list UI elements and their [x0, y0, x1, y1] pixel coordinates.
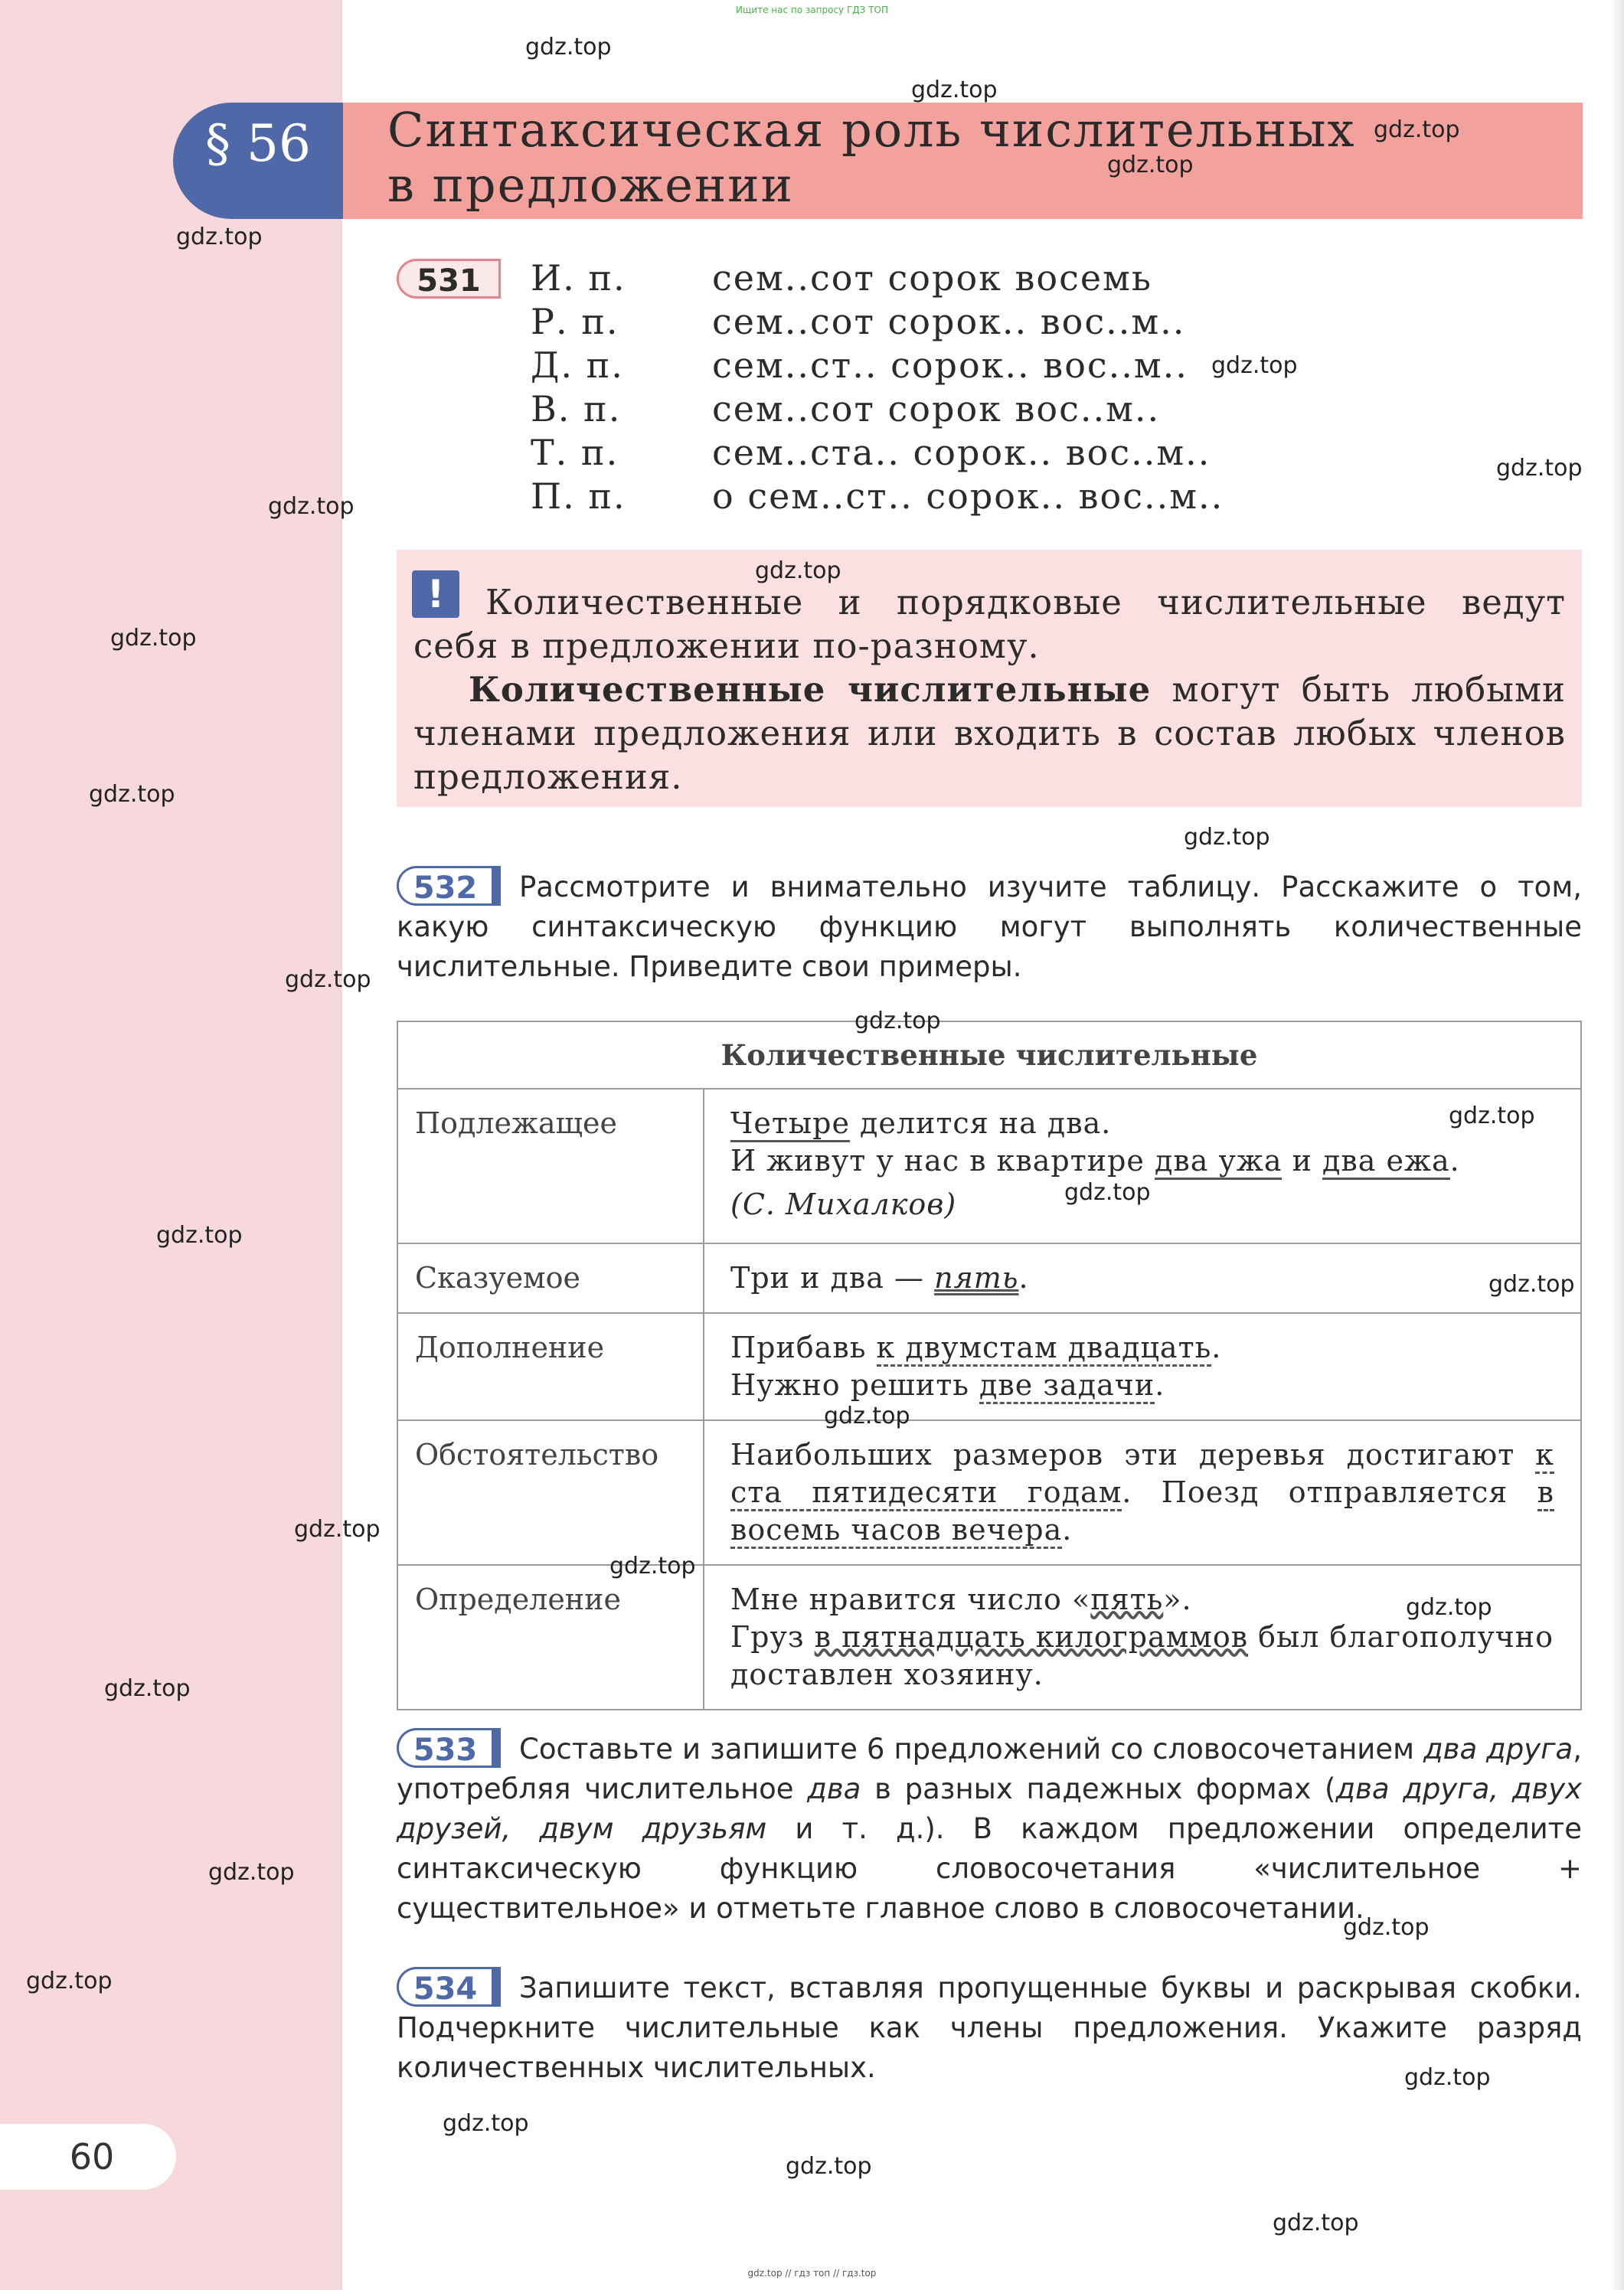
table-row — [397, 1420, 1581, 1565]
table-role: Дополнение — [397, 1313, 704, 1420]
section-number: § 56 — [205, 114, 311, 173]
exercise-533-part: и т. д.). В каждом предложении определите синтаксическую функцию словосочетания «числительное + существительное» и отметьте главное слово в словосочетании. — [397, 1812, 1582, 1925]
example-text: делится на два. — [849, 1106, 1112, 1140]
table-role: Обстоятельство — [397, 1420, 704, 1565]
example-text: Наибольших размеров эти деревья достигают — [730, 1438, 1536, 1472]
underlined-subject: два ужа — [1155, 1144, 1283, 1180]
example-author: (С. Михалков) — [730, 1187, 957, 1221]
watermark: gdz.top — [1488, 1271, 1575, 1298]
watermark: gdz.top — [609, 1553, 696, 1579]
watermark: gdz.top — [786, 2153, 872, 2180]
table-row — [397, 1565, 1581, 1710]
exercise-532-instruction: Рассмотрите и внимательно изучите таблицу. Расскажите о том, какую синтаксическую функцию могут выполнять количественные числительные. Приведите свои примеры. — [397, 871, 1582, 983]
watermark: gdz.top — [1107, 152, 1194, 178]
example-text: . — [1449, 1144, 1460, 1178]
example-text: и — [1282, 1144, 1322, 1178]
example-text: . — [1018, 1261, 1029, 1295]
example-text: Груз — [730, 1620, 815, 1654]
example-line — [730, 1105, 1554, 1142]
underlined-predicate: пять — [934, 1261, 1019, 1295]
case-label: В. п. — [531, 388, 622, 430]
case-form: сем..ста.. сорок.. вос..м.. — [712, 432, 1211, 473]
table-row — [397, 1313, 1581, 1420]
example-text: Прибавь — [730, 1331, 877, 1364]
watermark: gdz.top — [1064, 1179, 1151, 1206]
rule-paragraph-2 — [413, 668, 1566, 799]
watermark: gdz.top — [1449, 1103, 1535, 1129]
rule-text — [413, 580, 1566, 799]
exercise-532-number: 532 — [397, 866, 501, 906]
watermark: gdz.top — [1184, 824, 1270, 851]
case-label: П. п. — [531, 475, 626, 517]
example-text: Три и два — — [730, 1261, 935, 1295]
exercise-533-italic: два — [807, 1772, 861, 1805]
watermark: gdz.top — [911, 77, 998, 103]
watermark: gdz.top — [110, 625, 197, 652]
table-header: Количественные числительные — [397, 1021, 1581, 1089]
example-text: . — [1211, 1331, 1222, 1364]
case-form: сем..сот сорок восемь — [712, 257, 1152, 299]
watermark: gdz.top — [156, 1222, 243, 1249]
underlined-attribute: пять — [1090, 1583, 1164, 1616]
watermark: gdz.top — [104, 1675, 191, 1702]
exercise-533-text — [397, 1730, 1582, 1929]
example-text: И живут у нас в квартире — [730, 1144, 1155, 1178]
underlined-subject: Четыре — [730, 1106, 850, 1142]
exercise-533-part: в разных падежных формах ( — [861, 1772, 1336, 1805]
exercise-533-part: , употребляя числительное — [397, 1733, 1582, 1805]
exclamation-icon: ! — [412, 570, 459, 618]
underlined-object: две задачи — [979, 1368, 1155, 1404]
watermark: gdz.top — [1406, 1594, 1492, 1621]
exercise-533-italic: два друга, двух друзей, двум друзьям — [397, 1772, 1582, 1845]
underlined-object: к двумстам двадцать — [877, 1331, 1212, 1367]
section-title-line2: в предложении — [387, 157, 794, 213]
section-badge — [173, 103, 343, 219]
case-label: И. п. — [531, 257, 626, 299]
case-form: сем..ст.. сорок.. вос..м.. — [712, 345, 1188, 386]
watermark: gdz.top — [26, 1968, 113, 1994]
example-line — [730, 1142, 1554, 1180]
page-number: 60 — [69, 2136, 115, 2177]
example-text: . — [1062, 1513, 1073, 1547]
example-line — [730, 1329, 1554, 1367]
table-row — [397, 1243, 1581, 1313]
watermark: gdz.top — [268, 493, 355, 520]
table-row — [397, 1089, 1581, 1243]
watermark: gdz.top — [1343, 1914, 1430, 1941]
numerals-table — [397, 1021, 1582, 1710]
case-form: сем..сот сорок вос..м.. — [712, 388, 1161, 430]
case-label: Т. п. — [531, 432, 619, 473]
exercise-533-number: 533 — [397, 1728, 501, 1768]
case-form: сем..сот сорок.. вос..м.. — [712, 301, 1186, 342]
example-text: был благополучно доставлен хозяину. — [730, 1620, 1554, 1691]
exercise-533-part: Составьте и запишите 6 предложений со словосочетанием — [519, 1733, 1424, 1766]
watermark: gdz.top — [854, 1008, 941, 1034]
watermark: gdz.top — [1374, 116, 1460, 143]
watermark: gdz.top — [176, 224, 263, 250]
watermark: gdz.top — [824, 1403, 910, 1429]
underlined-attribute: в пятнадцать килограммов — [814, 1620, 1249, 1654]
rule-bold-term: Количественные числительные — [469, 669, 1152, 710]
table-example — [704, 1420, 1581, 1565]
page-edge — [1610, 0, 1624, 2290]
table-role: Подлежащее — [397, 1089, 704, 1243]
example-line — [730, 1367, 1554, 1404]
case-form: о сем..ст.. сорок.. вос..м.. — [712, 475, 1224, 517]
example-line — [730, 1619, 1554, 1694]
example-text: . — [1155, 1368, 1165, 1402]
watermark: gdz.top — [1404, 2064, 1491, 2091]
watermark: gdz.top — [1496, 455, 1583, 482]
exercise-534-instruction: Запишите текст, вставляя пропущенные буквы и раскрывая скобки. Подчеркните числительные как члены предложения. Укажите разряд количественных числительных. — [397, 1971, 1582, 2084]
table-example — [704, 1565, 1581, 1710]
table-role: Определение — [397, 1565, 704, 1710]
header-link[interactable]: Ищите нас по запросу ГДЗ ТОП — [736, 5, 888, 15]
exercise-532-text — [397, 867, 1582, 987]
exercise-533-italic: два друга — [1423, 1733, 1573, 1766]
case-label: Р. п. — [531, 301, 619, 342]
page-margin — [0, 0, 342, 2290]
example-text: ». — [1163, 1583, 1192, 1616]
watermark: gdz.top — [443, 2110, 529, 2137]
watermark: gdz.top — [1211, 352, 1298, 379]
footer-link[interactable]: gdz.top // гдз топ // гдз.top — [747, 2268, 877, 2279]
underlined-adverbial: к ста пятидесяти годам — [730, 1438, 1554, 1511]
watermark: gdz.top — [755, 557, 841, 584]
underlined-adverbial: в восемь часов вечера — [730, 1475, 1554, 1549]
watermark: gdz.top — [89, 781, 175, 808]
example-text: Мне нравится число « — [730, 1583, 1091, 1616]
section-title-line1: Синтаксическая роль числительных — [387, 102, 1356, 158]
example-text: Нужно решить — [730, 1368, 979, 1402]
watermark: gdz.top — [1273, 2210, 1359, 2236]
watermark: gdz.top — [285, 966, 371, 993]
underlined-subject: два ежа — [1322, 1144, 1450, 1180]
case-label: Д. п. — [531, 345, 624, 386]
watermark: gdz.top — [294, 1516, 381, 1543]
exercise-531-number: 531 — [397, 259, 501, 299]
table-role: Сказуемое — [397, 1243, 704, 1313]
exercise-534-number: 534 — [397, 1967, 501, 2007]
rule-paragraph-1: Количественные и порядковые числительные ведут себя в предложении по-разному. — [413, 582, 1566, 666]
rule-paragraph-2-rest: могут быть любыми членами предложения или входить в состав любых членов предложения. — [413, 669, 1566, 797]
table-example — [704, 1243, 1581, 1313]
watermark: gdz.top — [525, 34, 612, 60]
watermark: gdz.top — [208, 1859, 295, 1886]
example-text: . Поезд отправляется — [1122, 1475, 1537, 1509]
